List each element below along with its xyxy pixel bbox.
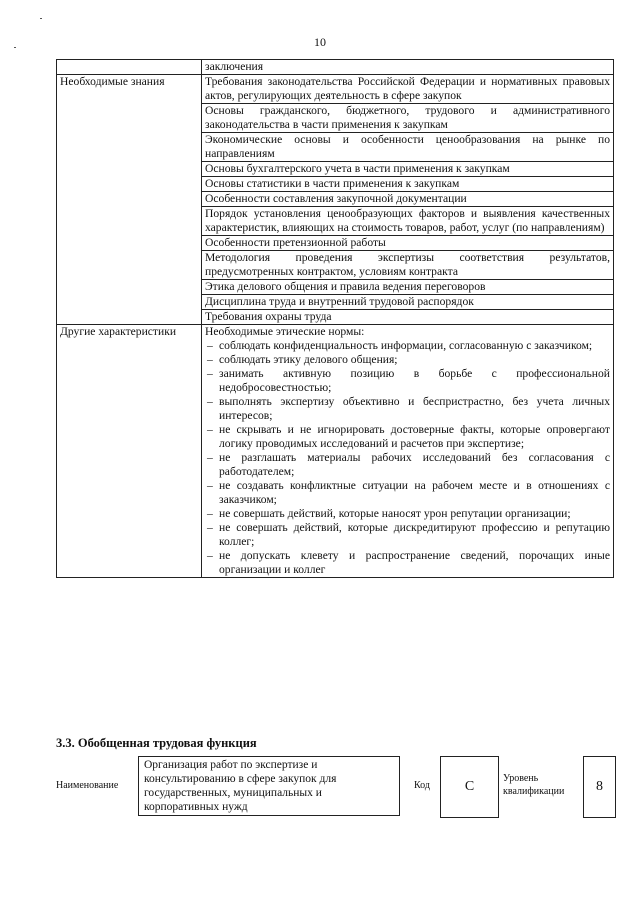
code-label: Код	[414, 780, 430, 791]
table-cell: Особенности составления закупочной документации	[202, 192, 614, 207]
list-item: – не создавать конфликтные ситуации на рабочем месте и в отношениях с заказчиком;	[205, 479, 610, 507]
list-item: – занимать активную позицию в борьбе с профессиональной недобросовестностью;	[205, 367, 610, 395]
list-item: – не совершать действий, которые наносят урон репутации организации;	[205, 507, 610, 521]
level-value-box: 8	[583, 756, 616, 818]
table-cell: заключения	[202, 60, 614, 75]
table-cell: Основы бухгалтерского учета в части применения к закупкам	[202, 162, 614, 177]
table-cell: Основы гражданского, бюджетного, трудового и административного законодательства в части применения к закупкам	[202, 104, 614, 133]
section-title: 3.3. Обобщенная трудовая функция	[56, 736, 257, 750]
list-item: – не скрывать и не игнорировать достоверные факты, которые опровергают логику проводимых исследований и расчетов при экспертизе;	[205, 423, 610, 451]
list-item: – не совершать действий, которые дискредитируют профессию и репутацию коллег;	[205, 521, 610, 549]
table-row	[57, 325, 614, 578]
page-number: 10	[314, 35, 326, 49]
table-row	[57, 75, 614, 104]
table-cell: Дисциплина труда и внутренний трудовой распорядок	[202, 295, 614, 310]
list-item: – не допускать клевету и распространение сведений, порочащих иные организации и коллег	[205, 549, 610, 577]
requirements-table	[56, 59, 614, 578]
row-label: Другие характеристики	[57, 325, 202, 578]
list-item: – соблюдать конфиденциальность информации, согласованную с заказчиком;	[205, 339, 610, 353]
level-label-line1: Уровень	[503, 773, 539, 784]
table-cell: Основы статистики в части применения к закупкам	[202, 177, 614, 192]
level-label-line2: квалификации	[503, 786, 565, 797]
code-value-box: C	[440, 756, 499, 818]
name-label: Наименование	[56, 780, 119, 791]
table-cell: Требования законодательства Российской Федерации и нормативных правовых актов, регулирующих деятельность в сфере закупок	[202, 75, 614, 104]
table-cell: Методология проведения экспертизы соответствия результатов, предусмотренных контрактом, условиям контракта	[202, 251, 614, 280]
list-item: – выполнять экспертизу объективно и беспристрастно, без учета личных интересов;	[205, 395, 610, 423]
table-cell: Порядок установления ценообразующих факторов и выявления качественных характеристик, влияющих на стоимость товаров, работ, услуг (по направлениям)	[202, 207, 614, 236]
table-cell: Требования охраны труда	[202, 310, 614, 325]
table-row	[57, 60, 614, 75]
ethics-intro: Необходимые этические нормы:	[205, 325, 365, 338]
list-item: – соблюдать этику делового общения;	[205, 353, 610, 367]
table-cell: Экономические основы и особенности ценообразования на рынке по направлениям	[202, 133, 614, 162]
list-item: – не разглашать материалы рабочих исследований без согласования с работодателем;	[205, 451, 610, 479]
table-cell: Особенности претензионной работы	[202, 236, 614, 251]
row-label: Необходимые знания	[57, 75, 202, 325]
scan-mark	[40, 18, 42, 19]
ethics-cell	[202, 325, 614, 578]
row-label	[57, 60, 202, 75]
function-name-box: Организация работ по экспертизе и консультированию в сфере закупок для государственных, муниципальных и корпоративных нужд	[138, 756, 400, 816]
table-cell: Этика делового общения и правила ведения переговоров	[202, 280, 614, 295]
ethics-list	[205, 339, 610, 577]
